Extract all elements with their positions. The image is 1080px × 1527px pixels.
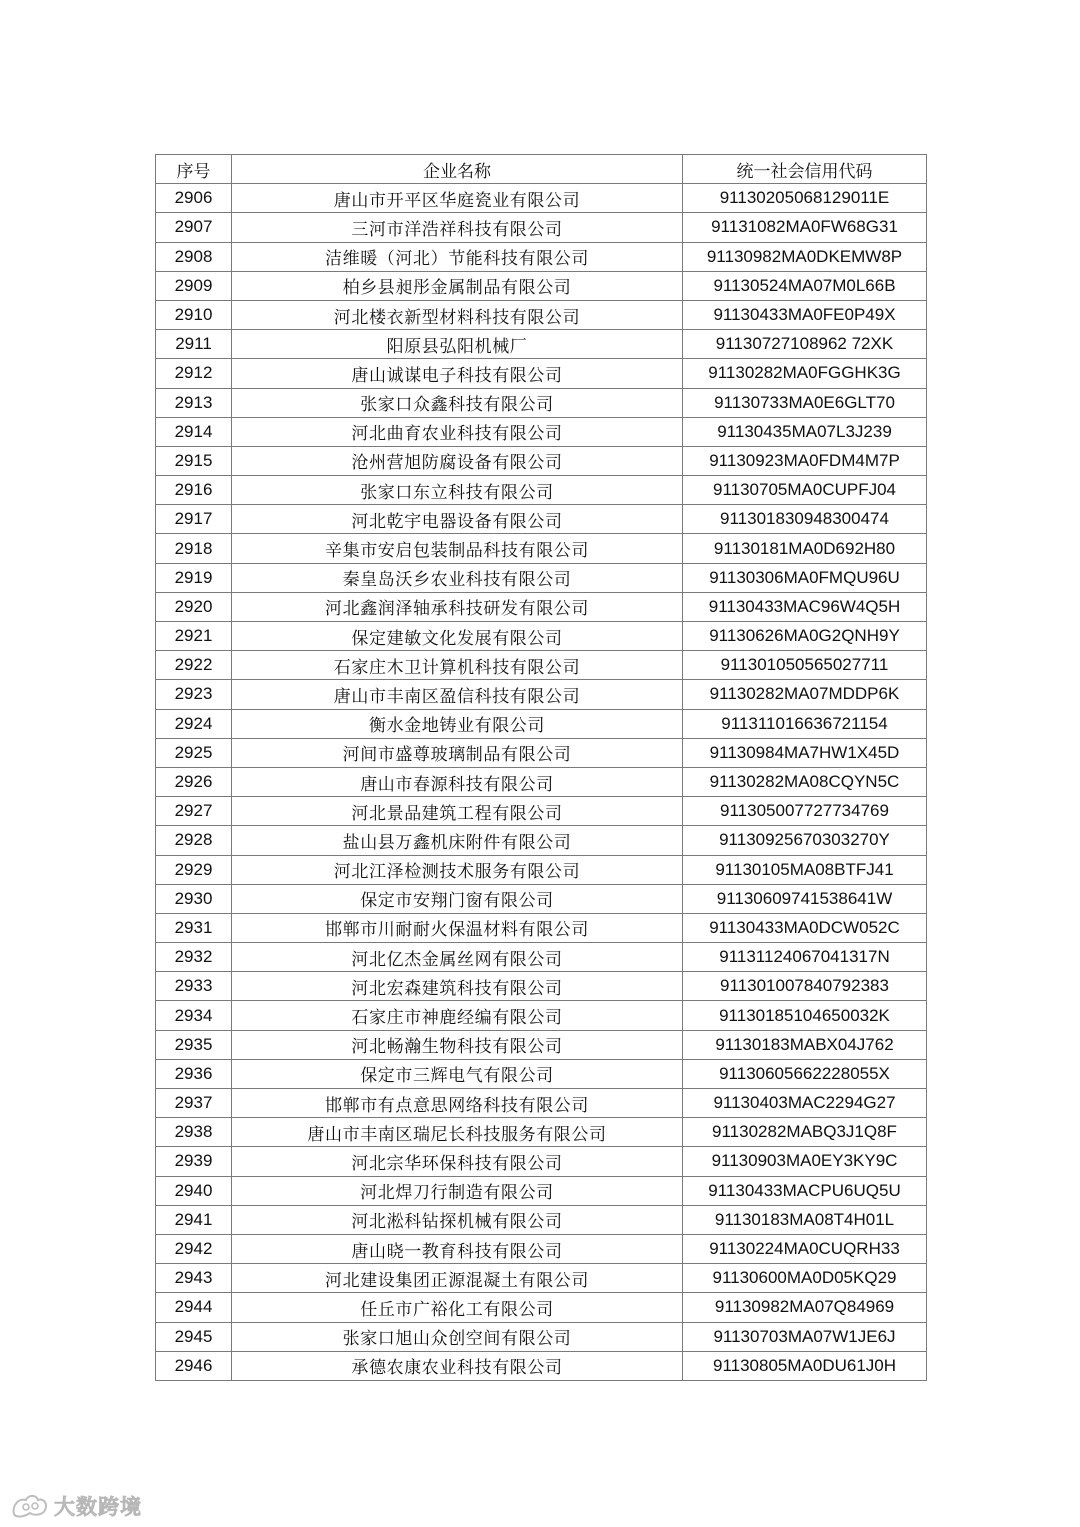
cell-seq: 2945: [156, 1322, 232, 1351]
cell-credit-code: 91130600MA0D05KQ29: [683, 1264, 927, 1293]
cell-company-name: 唐山市春源科技有限公司: [232, 767, 683, 796]
cell-company-name: 唐山市开平区华庭瓷业有限公司: [232, 184, 683, 213]
table-row: [156, 1030, 927, 1059]
cell-company-name: 河北淞科钻探机械有限公司: [232, 1205, 683, 1234]
cell-seq: 2912: [156, 359, 232, 388]
cell-seq: 2917: [156, 505, 232, 534]
cell-company-name: 河北曲育农业科技有限公司: [232, 417, 683, 446]
cell-credit-code: 91130433MA0DCW052C: [683, 913, 927, 942]
table-row: [156, 446, 927, 475]
cell-company-name: 石家庄市神鹿经编有限公司: [232, 1001, 683, 1030]
cell-company-name: 柏乡县昶彤金属制品有限公司: [232, 271, 683, 300]
cell-company-name: 河北乾宇电器设备有限公司: [232, 505, 683, 534]
cell-credit-code: 911301830948300474: [683, 505, 927, 534]
cell-seq: 2907: [156, 213, 232, 242]
cell-seq: 2940: [156, 1176, 232, 1205]
table-row: [156, 505, 927, 534]
cell-seq: 2923: [156, 680, 232, 709]
cell-seq: 2934: [156, 1001, 232, 1030]
table-row: [156, 1059, 927, 1088]
table-row: [156, 826, 927, 855]
cell-company-name: 石家庄木卫计算机科技有限公司: [232, 651, 683, 680]
cell-seq: 2941: [156, 1205, 232, 1234]
header-name: 企业名称: [232, 155, 683, 184]
cell-company-name: 衡水金地铸业有限公司: [232, 709, 683, 738]
table-row: [156, 476, 927, 505]
cell-seq: 2913: [156, 388, 232, 417]
table-row: [156, 972, 927, 1001]
table-row: [156, 709, 927, 738]
cell-credit-code: 91130282MA0FGGHK3G: [683, 359, 927, 388]
cell-seq: 2939: [156, 1147, 232, 1176]
cell-seq: 2910: [156, 300, 232, 329]
table-row: [156, 1351, 927, 1380]
table-row: [156, 534, 927, 563]
cell-credit-code: 91130524MA07M0L66B: [683, 271, 927, 300]
cell-company-name: 保定市三辉电气有限公司: [232, 1059, 683, 1088]
cell-credit-code: 91130282MA08CQYN5C: [683, 767, 927, 796]
cell-company-name: 阳原县弘阳机械厂: [232, 330, 683, 359]
table-row: [156, 797, 927, 826]
cell-credit-code: 91130205068129011E: [683, 184, 927, 213]
cell-credit-code: 91130306MA0FMQU96U: [683, 563, 927, 592]
cell-seq: 2921: [156, 622, 232, 651]
cell-credit-code: 91130903MA0EY3KY9C: [683, 1147, 927, 1176]
table-row: [156, 213, 927, 242]
cell-company-name: 张家口东立科技有限公司: [232, 476, 683, 505]
table-row: [156, 943, 927, 972]
cell-seq: 2908: [156, 242, 232, 271]
table-row: [156, 1234, 927, 1263]
cell-seq: 2929: [156, 855, 232, 884]
cell-company-name: 唐山诚谋电子科技有限公司: [232, 359, 683, 388]
table-row: [156, 592, 927, 621]
cell-credit-code: 91130181MA0D692H80: [683, 534, 927, 563]
cell-company-name: 承德农康农业科技有限公司: [232, 1351, 683, 1380]
cell-seq: 2916: [156, 476, 232, 505]
cell-seq: 2942: [156, 1234, 232, 1263]
table-row: [156, 417, 927, 446]
table-row: [156, 1089, 927, 1118]
table-row: [156, 563, 927, 592]
cell-company-name: 保定建敏文化发展有限公司: [232, 622, 683, 651]
cell-seq: 2924: [156, 709, 232, 738]
cell-seq: 2928: [156, 826, 232, 855]
cell-credit-code: 91130435MA07L3J239: [683, 417, 927, 446]
cell-credit-code: 91130705MA0CUPFJ04: [683, 476, 927, 505]
watermark-text: 大数跨境: [54, 1495, 142, 1519]
table-row: [156, 855, 927, 884]
cell-credit-code: 91130923MA0FDM4M7P: [683, 446, 927, 475]
table-row: [156, 1176, 927, 1205]
cell-seq: 2943: [156, 1264, 232, 1293]
cell-credit-code: 911301007840792383: [683, 972, 927, 1001]
cell-seq: 2935: [156, 1030, 232, 1059]
cell-credit-code: 91130982MA0DKEMW8P: [683, 242, 927, 271]
watermark: [10, 1490, 142, 1522]
cell-company-name: 河北宗华环保科技有限公司: [232, 1147, 683, 1176]
cell-seq: 2946: [156, 1351, 232, 1380]
cell-seq: 2919: [156, 563, 232, 592]
cell-credit-code: 91130703MA07W1JE6J: [683, 1322, 927, 1351]
cell-company-name: 沧州营旭防腐设备有限公司: [232, 446, 683, 475]
table-row: [156, 1001, 927, 1030]
cell-credit-code: 91130183MABX04J762: [683, 1030, 927, 1059]
table-row: [156, 1322, 927, 1351]
cell-credit-code: 91130433MA0FE0P49X: [683, 300, 927, 329]
cell-seq: 2932: [156, 943, 232, 972]
cell-company-name: 秦皇岛沃乡农业科技有限公司: [232, 563, 683, 592]
cell-company-name: 河北焊刀行制造有限公司: [232, 1176, 683, 1205]
table-header-row: [156, 155, 927, 184]
cell-credit-code: 91130183MA08T4H01L: [683, 1205, 927, 1234]
cell-credit-code: 91130925670303270Y: [683, 826, 927, 855]
table-row: [156, 1118, 927, 1147]
table-row: [156, 388, 927, 417]
cell-company-name: 河北宏森建筑科技有限公司: [232, 972, 683, 1001]
cell-seq: 2911: [156, 330, 232, 359]
cell-company-name: 河北江泽检测技术服务有限公司: [232, 855, 683, 884]
cell-credit-code: 91130605662228055X: [683, 1059, 927, 1088]
cell-company-name: 唐山晓一教育科技有限公司: [232, 1234, 683, 1263]
cell-company-name: 唐山市丰南区盈信科技有限公司: [232, 680, 683, 709]
cell-seq: 2909: [156, 271, 232, 300]
cell-credit-code: 91130433MACPU6UQ5U: [683, 1176, 927, 1205]
cell-credit-code: 91131124067041317N: [683, 943, 927, 972]
cell-seq: 2925: [156, 738, 232, 767]
cell-company-name: 河北楼衣新型材料科技有限公司: [232, 300, 683, 329]
table-row: [156, 651, 927, 680]
table-body: [156, 184, 927, 1381]
cell-credit-code: 91130282MA07MDDP6K: [683, 680, 927, 709]
cell-seq: 2915: [156, 446, 232, 475]
cell-credit-code: 91130609741538641W: [683, 884, 927, 913]
cell-seq: 2926: [156, 767, 232, 796]
cell-credit-code: 91130403MAC2294G27: [683, 1089, 927, 1118]
cell-seq: 2918: [156, 534, 232, 563]
table-row: [156, 680, 927, 709]
cell-seq: 2937: [156, 1089, 232, 1118]
cell-company-name: 河北亿杰金属丝网有限公司: [232, 943, 683, 972]
cell-seq: 2906: [156, 184, 232, 213]
cell-credit-code: 91130433MAC96W4Q5H: [683, 592, 927, 621]
header-code: 统一社会信用代码: [683, 155, 927, 184]
cell-company-name: 河北建设集团正源混凝土有限公司: [232, 1264, 683, 1293]
cell-credit-code: 91130224MA0CUQRH33: [683, 1234, 927, 1263]
cell-company-name: 三河市洋浩祥科技有限公司: [232, 213, 683, 242]
table-row: [156, 330, 927, 359]
cell-company-name: 辛集市安启包装制品科技有限公司: [232, 534, 683, 563]
cell-company-name: 河北鑫润泽轴承科技研发有限公司: [232, 592, 683, 621]
cell-seq: 2936: [156, 1059, 232, 1088]
cell-seq: 2927: [156, 797, 232, 826]
cell-company-name: 河北景品建筑工程有限公司: [232, 797, 683, 826]
cell-company-name: 邯郸市川耐耐火保温材料有限公司: [232, 913, 683, 942]
cell-seq: 2933: [156, 972, 232, 1001]
cell-credit-code: 91131082MA0FW68G31: [683, 213, 927, 242]
cell-credit-code: 91130982MA07Q84969: [683, 1293, 927, 1322]
table-row: [156, 1264, 927, 1293]
table-row: [156, 622, 927, 651]
cell-credit-code: 911311016636721154: [683, 709, 927, 738]
table-row: [156, 1147, 927, 1176]
leaf-cloud-logo-icon: [10, 1492, 50, 1520]
table-row: [156, 1293, 927, 1322]
cell-company-name: 张家口众鑫科技有限公司: [232, 388, 683, 417]
table-row: [156, 359, 927, 388]
table-row: [156, 1205, 927, 1234]
cell-company-name: 洁维暖（河北）节能科技有限公司: [232, 242, 683, 271]
cell-company-name: 河北畅瀚生物科技有限公司: [232, 1030, 683, 1059]
cell-credit-code: 91130727108962 72XK: [683, 330, 927, 359]
cell-seq: 2938: [156, 1118, 232, 1147]
cell-company-name: 唐山市丰南区瑞尼长科技服务有限公司: [232, 1118, 683, 1147]
table-row: [156, 884, 927, 913]
cell-seq: 2930: [156, 884, 232, 913]
cell-company-name: 保定市安翔门窗有限公司: [232, 884, 683, 913]
cell-credit-code: 911301050565027711: [683, 651, 927, 680]
table-row: [156, 913, 927, 942]
cell-company-name: 张家口旭山众创空间有限公司: [232, 1322, 683, 1351]
table-row: [156, 738, 927, 767]
cell-seq: 2922: [156, 651, 232, 680]
cell-credit-code: 91130984MA7HW1X45D: [683, 738, 927, 767]
table-row: [156, 271, 927, 300]
cell-credit-code: 91130185104650032K: [683, 1001, 927, 1030]
cell-company-name: 盐山县万鑫机床附件有限公司: [232, 826, 683, 855]
cell-credit-code: 91130733MA0E6GLT70: [683, 388, 927, 417]
table-row: [156, 767, 927, 796]
enterprise-table: [155, 154, 927, 1381]
cell-credit-code: 911305007727734769: [683, 797, 927, 826]
cell-company-name: 邯郸市有点意思网络科技有限公司: [232, 1089, 683, 1118]
cell-seq: 2920: [156, 592, 232, 621]
cell-credit-code: 91130626MA0G2QNH9Y: [683, 622, 927, 651]
cell-credit-code: 91130805MA0DU61J0H: [683, 1351, 927, 1380]
cell-credit-code: 91130282MABQ3J1Q8F: [683, 1118, 927, 1147]
table-row: [156, 300, 927, 329]
header-seq: 序号: [156, 155, 232, 184]
cell-credit-code: 91130105MA08BTFJ41: [683, 855, 927, 884]
cell-seq: 2914: [156, 417, 232, 446]
cell-company-name: 任丘市广裕化工有限公司: [232, 1293, 683, 1322]
cell-seq: 2944: [156, 1293, 232, 1322]
table-row: [156, 242, 927, 271]
cell-seq: 2931: [156, 913, 232, 942]
table-row: [156, 184, 927, 213]
cell-company-name: 河间市盛尊玻璃制品有限公司: [232, 738, 683, 767]
